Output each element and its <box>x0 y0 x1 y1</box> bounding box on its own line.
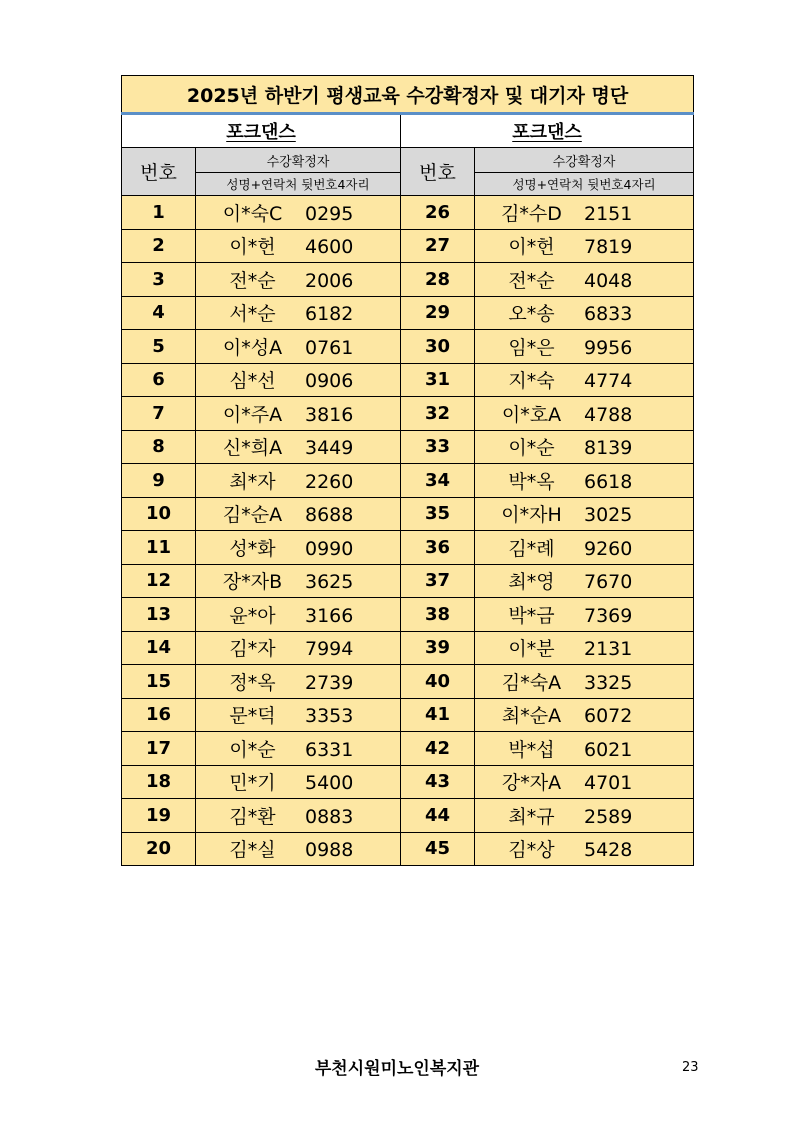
right-row-number: 26 <box>401 196 475 230</box>
left-person-cell <box>196 665 401 699</box>
table-row <box>122 832 694 866</box>
left-category-label: 포크댄스 <box>226 122 296 143</box>
table-row <box>122 765 694 799</box>
phone-last4: 3166 <box>305 604 354 627</box>
left-person-cell <box>196 799 401 833</box>
phone-last4: 2260 <box>305 470 354 493</box>
right-person-cell <box>475 799 694 833</box>
left-row-number: 2 <box>122 229 196 263</box>
person-name: 박*금 <box>508 604 555 627</box>
person-name: 지*숙 <box>508 370 555 393</box>
right-category-label: 포크댄스 <box>512 122 582 143</box>
phone-last4: 0906 <box>305 370 354 393</box>
person-name: 장*자B <box>222 571 283 594</box>
left-row-number: 13 <box>122 598 196 632</box>
person-name: 김*숙A <box>501 671 562 694</box>
right-row-number: 40 <box>401 665 475 699</box>
phone-last4: 5400 <box>305 772 354 795</box>
person-name: 이*성A <box>222 336 283 359</box>
person-name: 이*숙C <box>222 202 283 225</box>
phone-last4: 0883 <box>305 805 354 828</box>
person-name: 김*실 <box>229 839 276 862</box>
left-person-cell <box>196 263 401 297</box>
right-person-cell <box>475 263 694 297</box>
right-row-number: 28 <box>401 263 475 297</box>
page-number: 23 <box>682 1060 699 1075</box>
person-name: 문*덕 <box>229 705 276 728</box>
table-row <box>122 330 694 364</box>
left-row-number: 12 <box>122 564 196 598</box>
person-name: 이*헌 <box>229 236 276 259</box>
phone-last4: 7994 <box>305 638 354 661</box>
right-person-cell <box>475 196 694 230</box>
table-row <box>122 430 694 464</box>
left-person-cell <box>196 363 401 397</box>
left-row-number: 9 <box>122 464 196 498</box>
left-row-number: 6 <box>122 363 196 397</box>
phone-last4: 7369 <box>584 604 633 627</box>
person-name: 김*자 <box>229 638 276 661</box>
left-group-header: 수강확정자 <box>196 148 401 173</box>
person-name: 최*자 <box>229 470 276 493</box>
right-category <box>401 114 694 148</box>
phone-last4: 9956 <box>584 336 633 359</box>
right-group-header: 수강확정자 <box>475 148 694 173</box>
right-row-number: 41 <box>401 698 475 732</box>
left-person-cell <box>196 497 401 531</box>
table-row <box>122 631 694 665</box>
left-row-number: 17 <box>122 732 196 766</box>
phone-last4: 3353 <box>305 705 354 728</box>
left-row-number: 7 <box>122 397 196 431</box>
table-row <box>122 497 694 531</box>
right-row-number: 36 <box>401 531 475 565</box>
person-name: 오*송 <box>508 303 555 326</box>
phone-last4: 5428 <box>584 839 633 862</box>
right-person-cell <box>475 564 694 598</box>
phone-last4: 8688 <box>305 504 354 527</box>
right-row-number: 29 <box>401 296 475 330</box>
right-row-number: 37 <box>401 564 475 598</box>
table-row <box>122 598 694 632</box>
left-person-cell <box>196 564 401 598</box>
phone-last4: 0295 <box>305 202 354 225</box>
page-title: 2025년 하반기 평생교육 수강확정자 및 대기자 명단 <box>122 76 694 114</box>
left-person-cell <box>196 698 401 732</box>
right-row-number: 43 <box>401 765 475 799</box>
phone-last4: 3025 <box>584 504 633 527</box>
person-name: 심*선 <box>229 370 276 393</box>
left-person-cell <box>196 531 401 565</box>
person-name: 민*기 <box>229 772 276 795</box>
right-person-cell <box>475 229 694 263</box>
table-row <box>122 698 694 732</box>
person-name: 박*옥 <box>508 470 555 493</box>
table-row <box>122 296 694 330</box>
table-row <box>122 397 694 431</box>
person-name: 최*규 <box>508 805 555 828</box>
left-row-number: 8 <box>122 430 196 464</box>
left-row-number: 20 <box>122 832 196 866</box>
phone-last4: 0990 <box>305 537 354 560</box>
right-person-cell <box>475 397 694 431</box>
right-person-cell <box>475 598 694 632</box>
person-name: 김*순A <box>222 504 283 527</box>
left-person-cell <box>196 330 401 364</box>
person-name: 서*순 <box>229 303 276 326</box>
person-name: 정*옥 <box>229 671 276 694</box>
table-row <box>122 564 694 598</box>
phone-last4: 0761 <box>305 336 354 359</box>
left-row-number: 3 <box>122 263 196 297</box>
phone-last4: 3325 <box>584 671 633 694</box>
left-person-cell <box>196 296 401 330</box>
phone-last4: 3816 <box>305 403 354 426</box>
phone-last4: 6021 <box>584 738 633 761</box>
right-person-cell <box>475 631 694 665</box>
left-person-cell <box>196 196 401 230</box>
phone-last4: 7670 <box>584 571 633 594</box>
left-row-number: 1 <box>122 196 196 230</box>
left-person-cell <box>196 598 401 632</box>
person-name: 이*순 <box>229 738 276 761</box>
right-number-header: 번호 <box>401 148 475 196</box>
right-person-cell <box>475 765 694 799</box>
person-name: 이*헌 <box>508 236 555 259</box>
right-row-number: 44 <box>401 799 475 833</box>
phone-last4: 2151 <box>584 202 633 225</box>
left-person-cell <box>196 397 401 431</box>
phone-last4: 6833 <box>584 303 633 326</box>
right-person-cell <box>475 531 694 565</box>
right-person-cell <box>475 363 694 397</box>
left-person-cell <box>196 765 401 799</box>
left-row-number: 15 <box>122 665 196 699</box>
table-row <box>122 229 694 263</box>
person-name: 전*순 <box>229 269 276 292</box>
right-row-number: 45 <box>401 832 475 866</box>
left-row-number: 11 <box>122 531 196 565</box>
right-person-cell <box>475 330 694 364</box>
person-name: 윤*아 <box>229 604 276 627</box>
phone-last4: 2131 <box>584 638 633 661</box>
right-row-number: 42 <box>401 732 475 766</box>
phone-last4: 3449 <box>305 437 354 460</box>
roster-table <box>121 75 694 866</box>
phone-last4: 2739 <box>305 671 354 694</box>
phone-last4: 4788 <box>584 403 633 426</box>
header-row <box>122 148 694 173</box>
person-name: 김*수D <box>501 202 562 225</box>
table-row <box>122 665 694 699</box>
left-row-number: 5 <box>122 330 196 364</box>
right-row-number: 34 <box>401 464 475 498</box>
right-person-cell <box>475 732 694 766</box>
phone-last4: 6182 <box>305 303 354 326</box>
left-category <box>122 114 401 148</box>
person-name: 김*환 <box>229 805 276 828</box>
right-person-cell <box>475 497 694 531</box>
phone-last4: 2589 <box>584 805 633 828</box>
left-row-number: 16 <box>122 698 196 732</box>
phone-last4: 9260 <box>584 537 633 560</box>
person-name: 김*상 <box>508 839 555 862</box>
right-row-number: 31 <box>401 363 475 397</box>
right-person-cell <box>475 698 694 732</box>
table-row <box>122 799 694 833</box>
phone-last4: 2006 <box>305 269 354 292</box>
person-name: 이*주A <box>222 403 283 426</box>
phone-last4: 6072 <box>584 705 633 728</box>
left-person-cell <box>196 832 401 866</box>
right-person-cell <box>475 665 694 699</box>
phone-last4: 0988 <box>305 839 354 862</box>
person-name: 김*례 <box>508 537 555 560</box>
phone-last4: 8139 <box>584 437 633 460</box>
right-row-number: 35 <box>401 497 475 531</box>
phone-last4: 4701 <box>584 772 633 795</box>
person-name: 전*순 <box>508 269 555 292</box>
left-number-header: 번호 <box>122 148 196 196</box>
left-person-cell <box>196 732 401 766</box>
person-name: 최*영 <box>508 571 555 594</box>
person-name: 임*은 <box>508 336 555 359</box>
person-name: 이*분 <box>508 638 555 661</box>
phone-last4: 4600 <box>305 236 354 259</box>
right-sub-header: 성명+연락처 뒷번호4자리 <box>475 173 694 196</box>
title-row <box>122 76 694 114</box>
phone-last4: 4774 <box>584 370 633 393</box>
table-row <box>122 263 694 297</box>
right-person-cell <box>475 832 694 866</box>
right-row-number: 27 <box>401 229 475 263</box>
table-row <box>122 196 694 230</box>
right-row-number: 38 <box>401 598 475 632</box>
person-name: 박*섭 <box>508 738 555 761</box>
left-row-number: 4 <box>122 296 196 330</box>
person-name: 성*화 <box>229 537 276 560</box>
phone-last4: 3625 <box>305 571 354 594</box>
table-row <box>122 732 694 766</box>
phone-last4: 6618 <box>584 470 633 493</box>
table-row <box>122 531 694 565</box>
left-person-cell <box>196 229 401 263</box>
person-name: 최*순A <box>501 705 562 728</box>
person-name: 이*자H <box>501 504 562 527</box>
phone-last4: 7819 <box>584 236 633 259</box>
left-row-number: 10 <box>122 497 196 531</box>
roster-sheet <box>121 75 693 866</box>
person-name: 이*호A <box>501 403 562 426</box>
person-name: 강*자A <box>501 772 562 795</box>
right-row-number: 33 <box>401 430 475 464</box>
right-row-number: 39 <box>401 631 475 665</box>
left-row-number: 19 <box>122 799 196 833</box>
left-person-cell <box>196 430 401 464</box>
left-sub-header: 성명+연락처 뒷번호4자리 <box>196 173 401 196</box>
right-person-cell <box>475 296 694 330</box>
person-name: 이*순 <box>508 437 555 460</box>
phone-last4: 4048 <box>584 269 633 292</box>
right-row-number: 32 <box>401 397 475 431</box>
left-person-cell <box>196 464 401 498</box>
right-person-cell <box>475 464 694 498</box>
left-row-number: 14 <box>122 631 196 665</box>
phone-last4: 6331 <box>305 738 354 761</box>
table-row <box>122 363 694 397</box>
person-name: 신*희A <box>222 437 283 460</box>
table-row <box>122 464 694 498</box>
left-person-cell <box>196 631 401 665</box>
footer-organization: 부천시원미노인복지관 <box>314 1059 480 1079</box>
right-person-cell <box>475 430 694 464</box>
left-row-number: 18 <box>122 765 196 799</box>
category-row <box>122 114 694 148</box>
right-row-number: 30 <box>401 330 475 364</box>
